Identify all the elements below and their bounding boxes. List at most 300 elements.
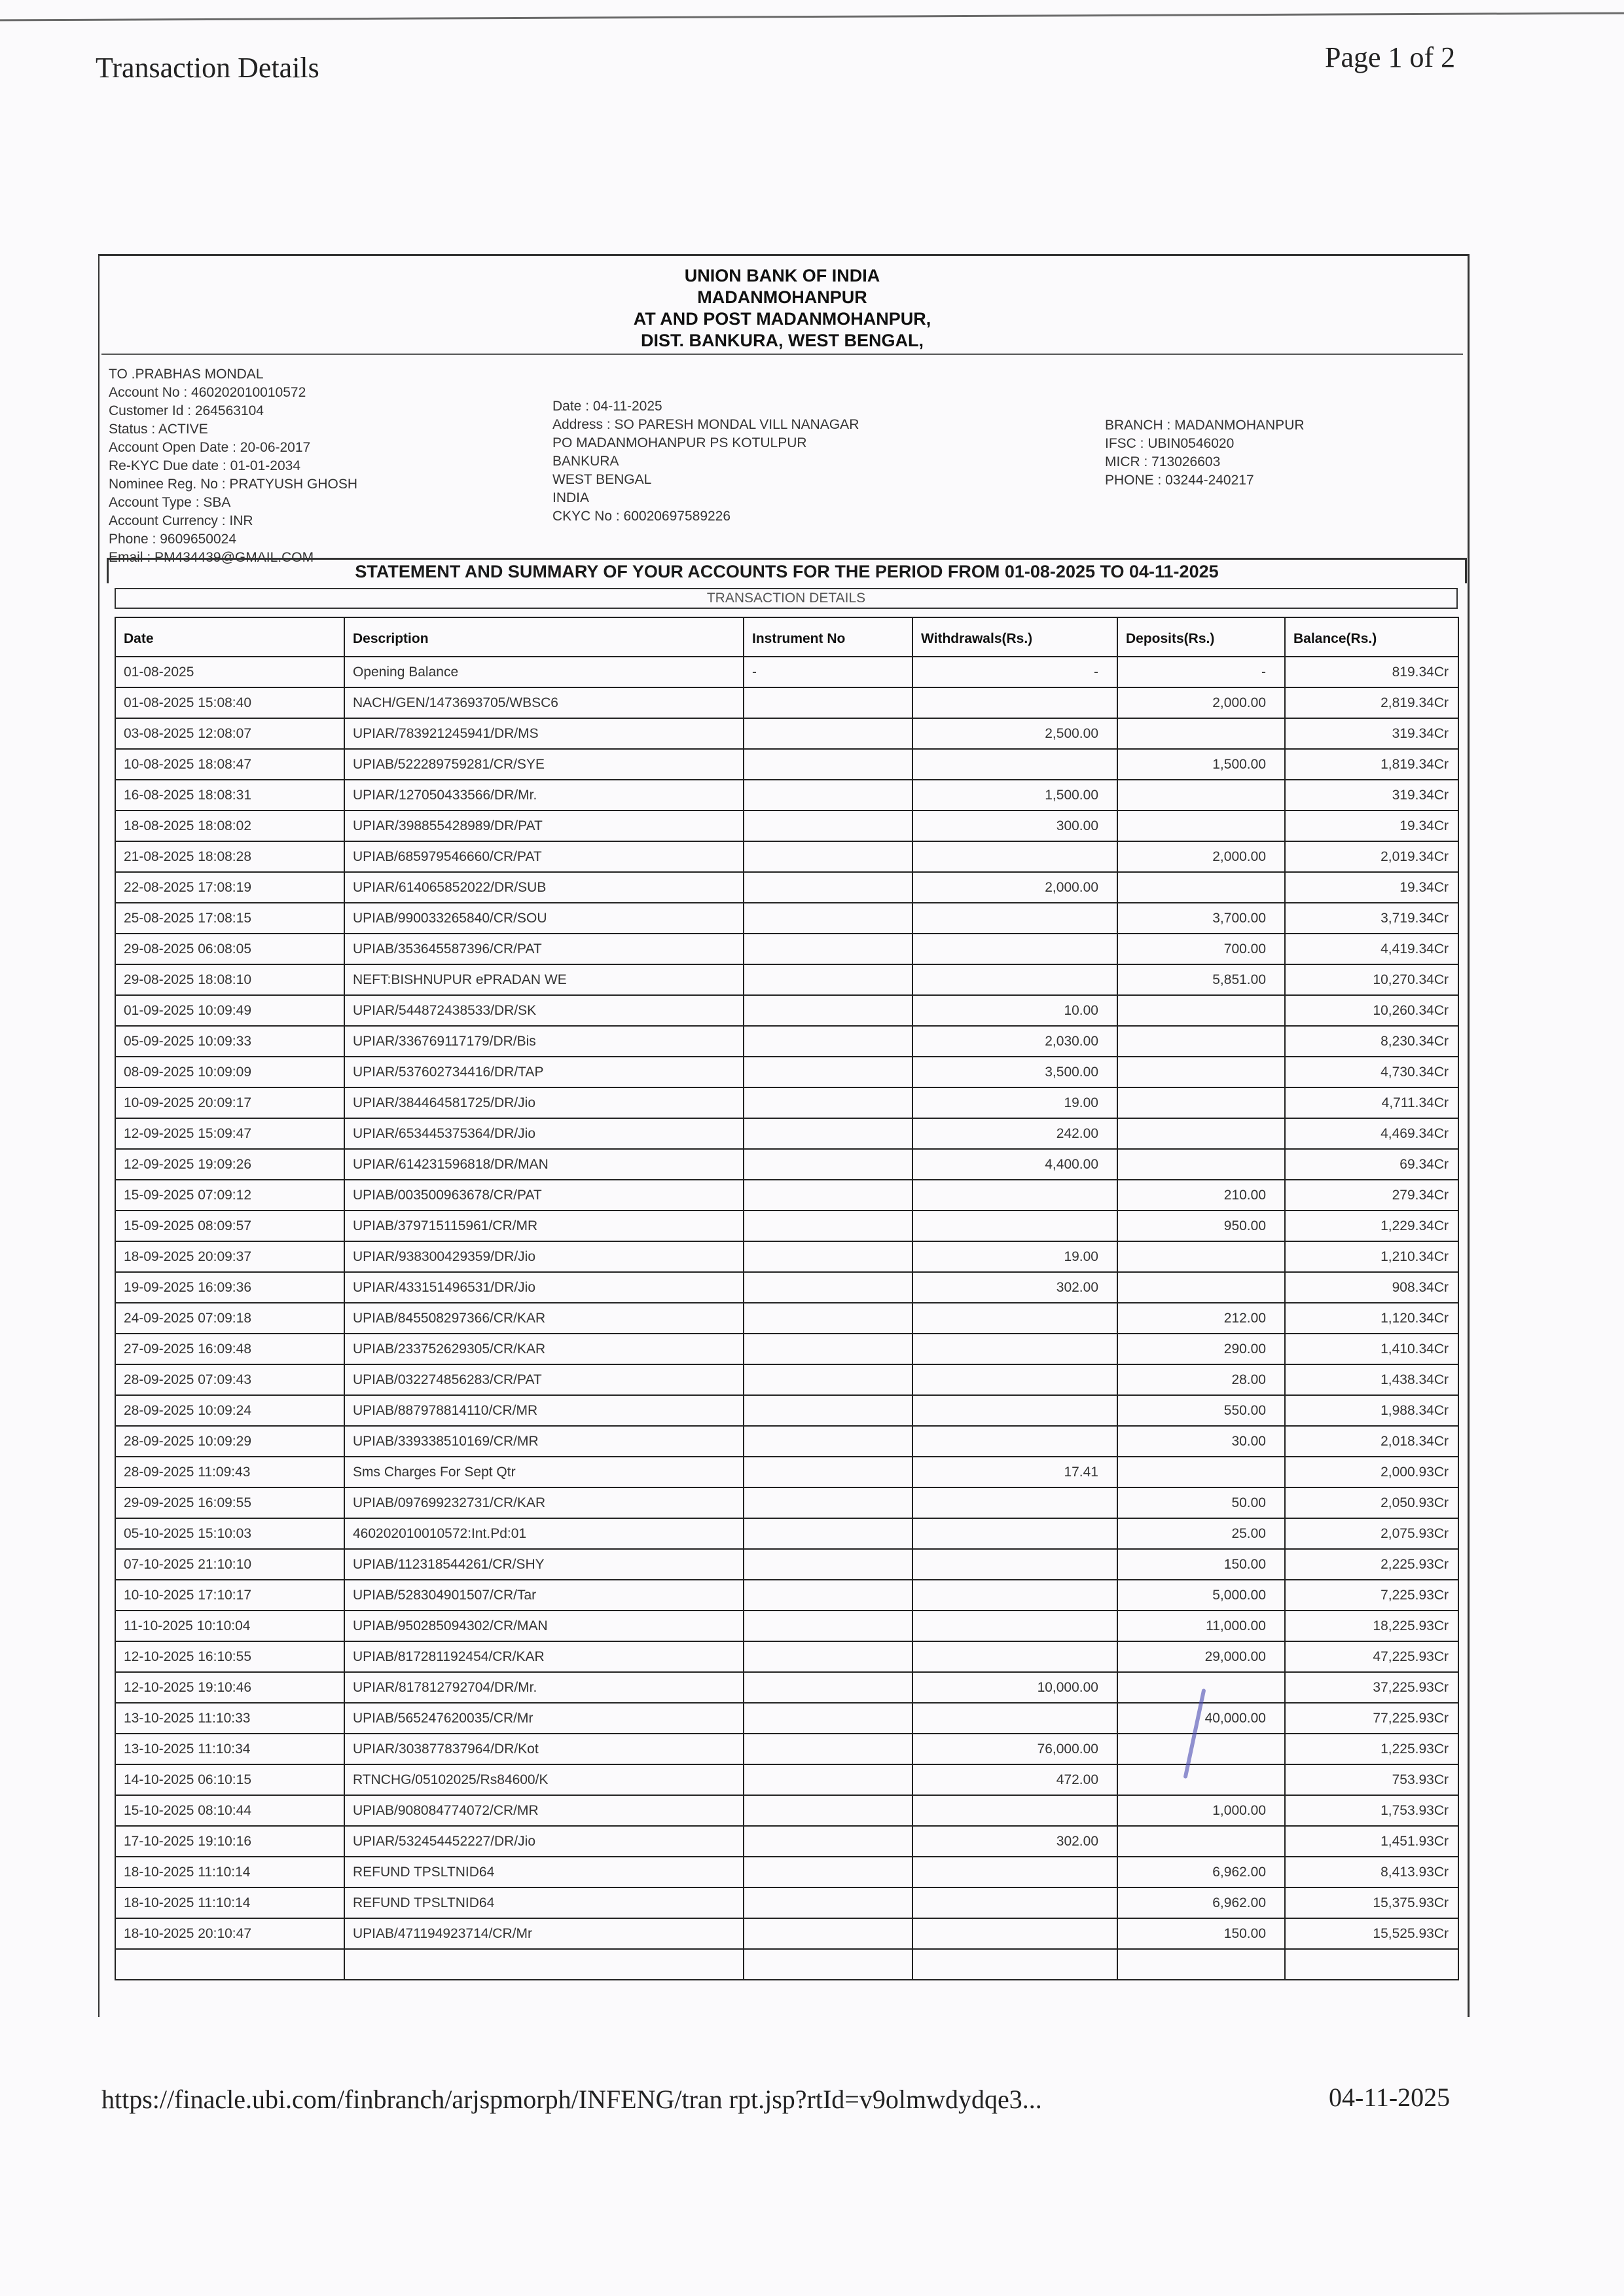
table-row [115, 841, 1458, 872]
cell-deposit: 11,000.00 [1117, 1611, 1285, 1641]
cell-description: UPIAB/353645587396/CR/PAT [344, 934, 744, 964]
cell-description: UPIAR/653445375364/DR/Jio [344, 1118, 744, 1149]
account-number: Account No : 460202010010572 [109, 385, 306, 400]
cell-balance: 15,375.93Cr [1285, 1887, 1458, 1918]
cell-withdrawal [912, 1795, 1117, 1826]
table-row [115, 1272, 1458, 1303]
table-row [115, 1518, 1458, 1549]
table-row [115, 1395, 1458, 1426]
cell-deposit: 6,962.00 [1117, 1887, 1285, 1918]
customer-address [552, 397, 859, 526]
cell-deposit: 700.00 [1117, 934, 1285, 964]
cell-withdrawal [912, 1395, 1117, 1426]
cell-deposit: 5,851.00 [1117, 964, 1285, 995]
bank-name: UNION BANK OF INDIA [684, 266, 880, 285]
cell-instrument [744, 1764, 912, 1795]
customer-id: Customer Id : 264563104 [109, 403, 264, 418]
table-row [115, 1857, 1458, 1887]
cell-balance: 908.34Cr [1285, 1272, 1458, 1303]
cell-date: 10-08-2025 18:08:47 [115, 749, 344, 780]
account-status: Status : ACTIVE [109, 422, 208, 437]
cell-deposit [1117, 1087, 1285, 1118]
cell-withdrawal: 2,500.00 [912, 718, 1117, 749]
cell-description: UPIAB/471194923714/CR/Mr [344, 1918, 744, 1949]
cell-balance: 819.34Cr [1285, 657, 1458, 687]
page-number: Page 1 of 2 [1325, 41, 1456, 73]
cell-description [344, 1949, 744, 1980]
table-row [115, 1364, 1458, 1395]
cell-balance: 15,525.93Cr [1285, 1918, 1458, 1949]
cell-deposit: 1,500.00 [1117, 749, 1285, 780]
cell-withdrawal: 4,400.00 [912, 1149, 1117, 1180]
cell-deposit [1117, 1826, 1285, 1857]
cell-instrument [744, 1334, 912, 1364]
table-row [115, 718, 1458, 749]
cell-withdrawal [912, 964, 1117, 995]
address-line-3: BANKURA [552, 454, 619, 469]
cell-balance: 2,050.93Cr [1285, 1487, 1458, 1518]
cell-withdrawal [912, 903, 1117, 934]
cell-instrument [744, 1395, 912, 1426]
cell-description: UPIAB/032274856283/CR/PAT [344, 1364, 744, 1395]
col-description: Description [344, 617, 744, 657]
cell-date: 01-09-2025 10:09:49 [115, 995, 344, 1026]
cell-balance: 2,018.34Cr [1285, 1426, 1458, 1457]
table-row [115, 1549, 1458, 1580]
cell-deposit: 29,000.00 [1117, 1641, 1285, 1672]
cell-date: 25-08-2025 17:08:15 [115, 903, 344, 934]
cell-withdrawal [912, 1580, 1117, 1611]
address-line-4: WEST BENGAL [552, 472, 652, 487]
cell-balance: 8,413.93Cr [1285, 1857, 1458, 1887]
cell-deposit: 1,000.00 [1117, 1795, 1285, 1826]
ckyc-number: CKYC No : 60020697589226 [552, 509, 731, 524]
cell-date: 13-10-2025 11:10:34 [115, 1734, 344, 1764]
customer-email: Email : PM434439@GMAIL.COM [109, 550, 314, 565]
cell-deposit [1117, 995, 1285, 1026]
cell-withdrawal [912, 749, 1117, 780]
cell-withdrawal [912, 1211, 1117, 1241]
address-line-2: PO MADANMOHANPUR PS KOTULPUR [552, 435, 807, 450]
cell-balance: 4,711.34Cr [1285, 1087, 1458, 1118]
cell-date: 15-10-2025 08:10:44 [115, 1795, 344, 1826]
cell-withdrawal: 3,500.00 [912, 1057, 1117, 1087]
statement-date: Date : 04-11-2025 [552, 399, 662, 414]
cell-balance: 69.34Cr [1285, 1149, 1458, 1180]
cell-instrument [744, 1457, 912, 1487]
cell-description: UPIAB/112318544261/CR/SHY [344, 1549, 744, 1580]
cell-deposit: 3,700.00 [1117, 903, 1285, 934]
cell-instrument [744, 780, 912, 811]
cell-description: UPIAB/685979546660/CR/PAT [344, 841, 744, 872]
cell-date: 28-09-2025 11:09:43 [115, 1457, 344, 1487]
col-instrument: Instrument No [744, 617, 912, 657]
cell-deposit [1117, 1026, 1285, 1057]
cell-withdrawal: 2,000.00 [912, 872, 1117, 903]
cell-instrument [744, 995, 912, 1026]
cell-date: 12-09-2025 19:09:26 [115, 1149, 344, 1180]
branch: BRANCH : MADANMOHANPUR [1105, 418, 1305, 433]
cell-description: UPIAR/783921245941/DR/MS [344, 718, 744, 749]
cell-date: 22-08-2025 17:08:19 [115, 872, 344, 903]
page-title: Transaction Details [96, 52, 319, 84]
table-row [115, 1795, 1458, 1826]
cell-deposit [1117, 1272, 1285, 1303]
cell-withdrawal: 302.00 [912, 1272, 1117, 1303]
table-row [115, 1672, 1458, 1703]
cell-withdrawal: 472.00 [912, 1764, 1117, 1795]
cell-instrument [744, 1734, 912, 1764]
cell-date: 05-09-2025 10:09:33 [115, 1026, 344, 1057]
cell-deposit: 25.00 [1117, 1518, 1285, 1549]
cell-date: 12-10-2025 16:10:55 [115, 1641, 344, 1672]
cell-deposit [1117, 1764, 1285, 1795]
account-type: Account Type : SBA [109, 495, 231, 510]
cell-description: UPIAR/614231596818/DR/MAN [344, 1149, 744, 1180]
cell-date: 07-10-2025 21:10:10 [115, 1549, 344, 1580]
cell-balance: 7,225.93Cr [1285, 1580, 1458, 1611]
cell-instrument [744, 1211, 912, 1241]
cell-withdrawal: 19.00 [912, 1241, 1117, 1272]
cell-deposit: 212.00 [1117, 1303, 1285, 1334]
cell-deposit: 2,000.00 [1117, 841, 1285, 872]
cell-balance: 1,210.34Cr [1285, 1241, 1458, 1272]
cell-balance: 47,225.93Cr [1285, 1641, 1458, 1672]
cell-balance: 10,260.34Cr [1285, 995, 1458, 1026]
cell-description: UPIAB/908084774072/CR/MR [344, 1795, 744, 1826]
cell-withdrawal [912, 1641, 1117, 1672]
cell-description: UPIAR/384464581725/DR/Jio [344, 1087, 744, 1118]
cell-balance: 1,120.34Cr [1285, 1303, 1458, 1334]
cell-description: UPIAR/537602734416/DR/TAP [344, 1057, 744, 1087]
cell-instrument [744, 1703, 912, 1734]
address-line-5: INDIA [552, 490, 590, 505]
col-balance: Balance(Rs.) [1285, 617, 1458, 657]
cell-date: 18-09-2025 20:09:37 [115, 1241, 344, 1272]
cell-balance: 1,438.34Cr [1285, 1364, 1458, 1395]
footer-date: 04-11-2025 [1329, 2083, 1451, 2112]
cell-balance: 2,019.34Cr [1285, 841, 1458, 872]
cell-description: REFUND TPSLTNID64 [344, 1857, 744, 1887]
bank-address-line-1: AT AND POST MADANMOHANPUR, [633, 309, 931, 329]
cell-withdrawal: 17.41 [912, 1457, 1117, 1487]
cell-description: UPIAB/950285094302/CR/MAN [344, 1611, 744, 1641]
cell-description: UPIAB/565247620035/CR/Mr [344, 1703, 744, 1734]
cell-balance: 319.34Cr [1285, 718, 1458, 749]
table-row [115, 1211, 1458, 1241]
cell-withdrawal [912, 1426, 1117, 1457]
cell-instrument [744, 1518, 912, 1549]
cell-withdrawal: 10,000.00 [912, 1672, 1117, 1703]
cell-deposit: - [1117, 657, 1285, 687]
cell-instrument [744, 1303, 912, 1334]
ifsc: IFSC : UBIN0546020 [1105, 436, 1235, 451]
cell-date: 29-09-2025 16:09:55 [115, 1487, 344, 1518]
cell-balance: 8,230.34Cr [1285, 1026, 1458, 1057]
cell-balance: 1,819.34Cr [1285, 749, 1458, 780]
cell-deposit [1117, 1057, 1285, 1087]
cell-instrument [744, 1857, 912, 1887]
table-row [115, 1241, 1458, 1272]
cell-instrument [744, 1180, 912, 1211]
cell-balance: 37,225.93Cr [1285, 1672, 1458, 1703]
cell-deposit: 50.00 [1117, 1487, 1285, 1518]
cell-withdrawal [912, 1180, 1117, 1211]
transaction-table [115, 617, 1459, 1980]
cell-date: 29-08-2025 18:08:10 [115, 964, 344, 995]
cell-instrument [744, 1949, 912, 1980]
cell-date: 19-09-2025 16:09:36 [115, 1272, 344, 1303]
cell-date: 10-10-2025 17:10:17 [115, 1580, 344, 1611]
cell-balance: 3,719.34Cr [1285, 903, 1458, 934]
cell-description: UPIAR/938300429359/DR/Jio [344, 1241, 744, 1272]
cell-description: UPIAB/233752629305/CR/KAR [344, 1334, 744, 1364]
cell-description: Opening Balance [344, 657, 744, 687]
cell-balance: 1,410.34Cr [1285, 1334, 1458, 1364]
table-row [115, 903, 1458, 934]
cell-instrument [744, 1826, 912, 1857]
table-row [115, 1426, 1458, 1457]
cell-description: UPIAB/339338510169/CR/MR [344, 1426, 744, 1457]
cell-balance: 4,469.34Cr [1285, 1118, 1458, 1149]
cell-deposit: 5,000.00 [1117, 1580, 1285, 1611]
cell-instrument [744, 1487, 912, 1518]
cell-withdrawal [912, 1949, 1117, 1980]
cell-withdrawal [912, 1549, 1117, 1580]
cell-instrument [744, 1672, 912, 1703]
cell-deposit: 290.00 [1117, 1334, 1285, 1364]
cell-date: 24-09-2025 07:09:18 [115, 1303, 344, 1334]
cell-date: 11-10-2025 10:10:04 [115, 1611, 344, 1641]
col-withdrawals: Withdrawals(Rs.) [912, 617, 1117, 657]
cell-instrument [744, 841, 912, 872]
cell-instrument [744, 1580, 912, 1611]
bank-header [98, 265, 1466, 352]
cell-description: RTNCHG/05102025/Rs84600/K [344, 1764, 744, 1795]
cell-instrument [744, 934, 912, 964]
cell-balance: 2,075.93Cr [1285, 1518, 1458, 1549]
table-row [115, 1949, 1458, 1980]
cell-balance: 753.93Cr [1285, 1764, 1458, 1795]
cell-deposit: 210.00 [1117, 1180, 1285, 1211]
cell-withdrawal: 302.00 [912, 1826, 1117, 1857]
cell-withdrawal [912, 1703, 1117, 1734]
account-currency: Account Currency : INR [109, 513, 253, 528]
cell-description: UPIAR/127050433566/DR/Mr. [344, 780, 744, 811]
cell-balance: 1,229.34Cr [1285, 1211, 1458, 1241]
page-edge-line [0, 12, 1624, 22]
cell-date: 08-09-2025 10:09:09 [115, 1057, 344, 1087]
cell-balance: 1,753.93Cr [1285, 1795, 1458, 1826]
micr: MICR : 713026603 [1105, 454, 1221, 469]
cell-description: Sms Charges For Sept Qtr [344, 1457, 744, 1487]
cell-withdrawal: 300.00 [912, 811, 1117, 841]
cell-withdrawal [912, 1334, 1117, 1364]
cell-description: UPIAR/544872438533/DR/SK [344, 995, 744, 1026]
cell-date: 03-08-2025 12:08:07 [115, 718, 344, 749]
table-row [115, 1149, 1458, 1180]
statement-title: STATEMENT AND SUMMARY OF YOUR ACCOUNTS FOR THE PERIOD FROM 01-08-2025 TO 04-11-2025 [107, 558, 1467, 583]
cell-instrument [744, 1087, 912, 1118]
branch-details [1105, 416, 1305, 490]
cell-date: 10-09-2025 20:09:17 [115, 1087, 344, 1118]
table-row [115, 1611, 1458, 1641]
cell-date: 01-08-2025 15:08:40 [115, 687, 344, 718]
cell-withdrawal: 242.00 [912, 1118, 1117, 1149]
cell-instrument [744, 811, 912, 841]
cell-description: UPIAB/379715115961/CR/MR [344, 1211, 744, 1241]
cell-balance: 4,419.34Cr [1285, 934, 1458, 964]
cell-instrument [744, 1118, 912, 1149]
cell-deposit: 28.00 [1117, 1364, 1285, 1395]
cell-deposit [1117, 1149, 1285, 1180]
cell-date: 12-09-2025 15:09:47 [115, 1118, 344, 1149]
cell-withdrawal [912, 1487, 1117, 1518]
cell-date: 05-10-2025 15:10:03 [115, 1518, 344, 1549]
customer-phone: Phone : 9609650024 [109, 532, 237, 547]
transaction-table-container [115, 617, 1458, 1980]
cell-description: UPIAB/528304901507/CR/Tar [344, 1580, 744, 1611]
cell-date: 16-08-2025 18:08:31 [115, 780, 344, 811]
cell-balance: 4,730.34Cr [1285, 1057, 1458, 1087]
cell-date: 18-10-2025 20:10:47 [115, 1918, 344, 1949]
cell-description: UPIAB/990033265840/CR/SOU [344, 903, 744, 934]
rekyc-due-date: Re-KYC Due date : 01-01-2034 [109, 458, 301, 473]
cell-withdrawal: 2,030.00 [912, 1026, 1117, 1057]
cell-date: 12-10-2025 19:10:46 [115, 1672, 344, 1703]
table-row [115, 687, 1458, 718]
cell-instrument [744, 718, 912, 749]
cell-description: UPIAR/433151496531/DR/Jio [344, 1272, 744, 1303]
cell-deposit [1117, 872, 1285, 903]
table-row [115, 934, 1458, 964]
cell-balance: 319.34Cr [1285, 780, 1458, 811]
cell-instrument [744, 903, 912, 934]
cell-instrument [744, 1026, 912, 1057]
cell-date: 14-10-2025 06:10:15 [115, 1764, 344, 1795]
table-row [115, 780, 1458, 811]
cell-instrument: - [744, 657, 912, 687]
cell-balance: 77,225.93Cr [1285, 1703, 1458, 1734]
divider [101, 354, 1463, 355]
table-row [115, 1057, 1458, 1087]
address-line-1: Address : SO PARESH MONDAL VILL NANAGAR [552, 417, 859, 432]
cell-description: UPIAB/845508297366/CR/KAR [344, 1303, 744, 1334]
cell-instrument [744, 1887, 912, 1918]
table-row [115, 964, 1458, 995]
cell-instrument [744, 1426, 912, 1457]
cell-date: 18-10-2025 11:10:14 [115, 1887, 344, 1918]
cell-deposit: 150.00 [1117, 1549, 1285, 1580]
cell-description: UPIAB/887978814110/CR/MR [344, 1395, 744, 1426]
cell-description: UPIAR/817812792704/DR/Mr. [344, 1672, 744, 1703]
table-row [115, 1641, 1458, 1672]
cell-date: 18-08-2025 18:08:02 [115, 811, 344, 841]
cell-deposit [1117, 718, 1285, 749]
cell-balance: 18,225.93Cr [1285, 1611, 1458, 1641]
bank-address-line-2: DIST. BANKURA, WEST BENGAL, [641, 331, 924, 350]
cell-instrument [744, 1364, 912, 1395]
cell-instrument [744, 1549, 912, 1580]
table-row [115, 1303, 1458, 1334]
cell-deposit [1117, 1734, 1285, 1764]
cell-withdrawal [912, 1918, 1117, 1949]
cell-withdrawal [912, 1303, 1117, 1334]
cell-balance: 10,270.34Cr [1285, 964, 1458, 995]
cell-instrument [744, 872, 912, 903]
cell-deposit [1117, 1118, 1285, 1149]
transaction-rows [115, 657, 1458, 1980]
table-row [115, 1026, 1458, 1057]
cell-withdrawal [912, 841, 1117, 872]
cell-description: 460202010010572:Int.Pd:01 [344, 1518, 744, 1549]
cell-withdrawal [912, 687, 1117, 718]
col-date: Date [115, 617, 344, 657]
cell-date: 15-09-2025 08:09:57 [115, 1211, 344, 1241]
cell-deposit: 550.00 [1117, 1395, 1285, 1426]
cell-balance: 19.34Cr [1285, 811, 1458, 841]
cell-deposit [1117, 1457, 1285, 1487]
footer-url: https://finacle.ubi.com/finbranch/arjspmorph/INFENG/tran rpt.jsp?rtId=v9olmwdydqe3... [101, 2085, 1042, 2114]
cell-description: NEFT:BISHNUPUR ePRADAN WE [344, 964, 744, 995]
cell-balance: 2,225.93Cr [1285, 1549, 1458, 1580]
table-row [115, 1180, 1458, 1211]
cell-balance: 1,988.34Cr [1285, 1395, 1458, 1426]
cell-deposit: 2,000.00 [1117, 687, 1285, 718]
cell-date: 17-10-2025 19:10:16 [115, 1826, 344, 1857]
cell-instrument [744, 749, 912, 780]
cell-date: 29-08-2025 06:08:05 [115, 934, 344, 964]
cell-deposit [1117, 1949, 1285, 1980]
cell-withdrawal: 10.00 [912, 995, 1117, 1026]
cell-balance: 19.34Cr [1285, 872, 1458, 903]
cell-date: 27-09-2025 16:09:48 [115, 1334, 344, 1364]
cell-balance: 279.34Cr [1285, 1180, 1458, 1211]
cell-description: UPIAB/097699232731/CR/KAR [344, 1487, 744, 1518]
cell-description: UPIAB/003500963678/CR/PAT [344, 1180, 744, 1211]
customer-name: TO .PRABHAS MONDAL [109, 367, 264, 382]
cell-description: UPIAB/522289759281/CR/SYE [344, 749, 744, 780]
cell-description: UPIAB/817281192454/CR/KAR [344, 1641, 744, 1672]
table-row [115, 1118, 1458, 1149]
col-deposits: Deposits(Rs.) [1117, 617, 1285, 657]
cell-withdrawal [912, 934, 1117, 964]
table-row [115, 749, 1458, 780]
table-row [115, 1087, 1458, 1118]
cell-date: 15-09-2025 07:09:12 [115, 1180, 344, 1211]
cell-withdrawal: - [912, 657, 1117, 687]
cell-instrument [744, 964, 912, 995]
table-row [115, 1887, 1458, 1918]
cell-instrument [744, 1918, 912, 1949]
cell-date: 18-10-2025 11:10:14 [115, 1857, 344, 1887]
cell-deposit [1117, 780, 1285, 811]
cell-withdrawal: 76,000.00 [912, 1734, 1117, 1764]
bank-branch-name: MADANMOHANPUR [697, 287, 867, 307]
table-row [115, 1334, 1458, 1364]
cell-instrument [744, 687, 912, 718]
cell-instrument [744, 1241, 912, 1272]
table-row [115, 1764, 1458, 1795]
table-header-row [115, 617, 1458, 657]
cell-instrument [744, 1149, 912, 1180]
table-row [115, 1734, 1458, 1764]
table-row [115, 872, 1458, 903]
cell-date [115, 1949, 344, 1980]
cell-description: UPIAR/532454452227/DR/Jio [344, 1826, 744, 1857]
cell-balance [1285, 1949, 1458, 1980]
cell-description: UPIAR/336769117179/DR/Bis [344, 1026, 744, 1057]
